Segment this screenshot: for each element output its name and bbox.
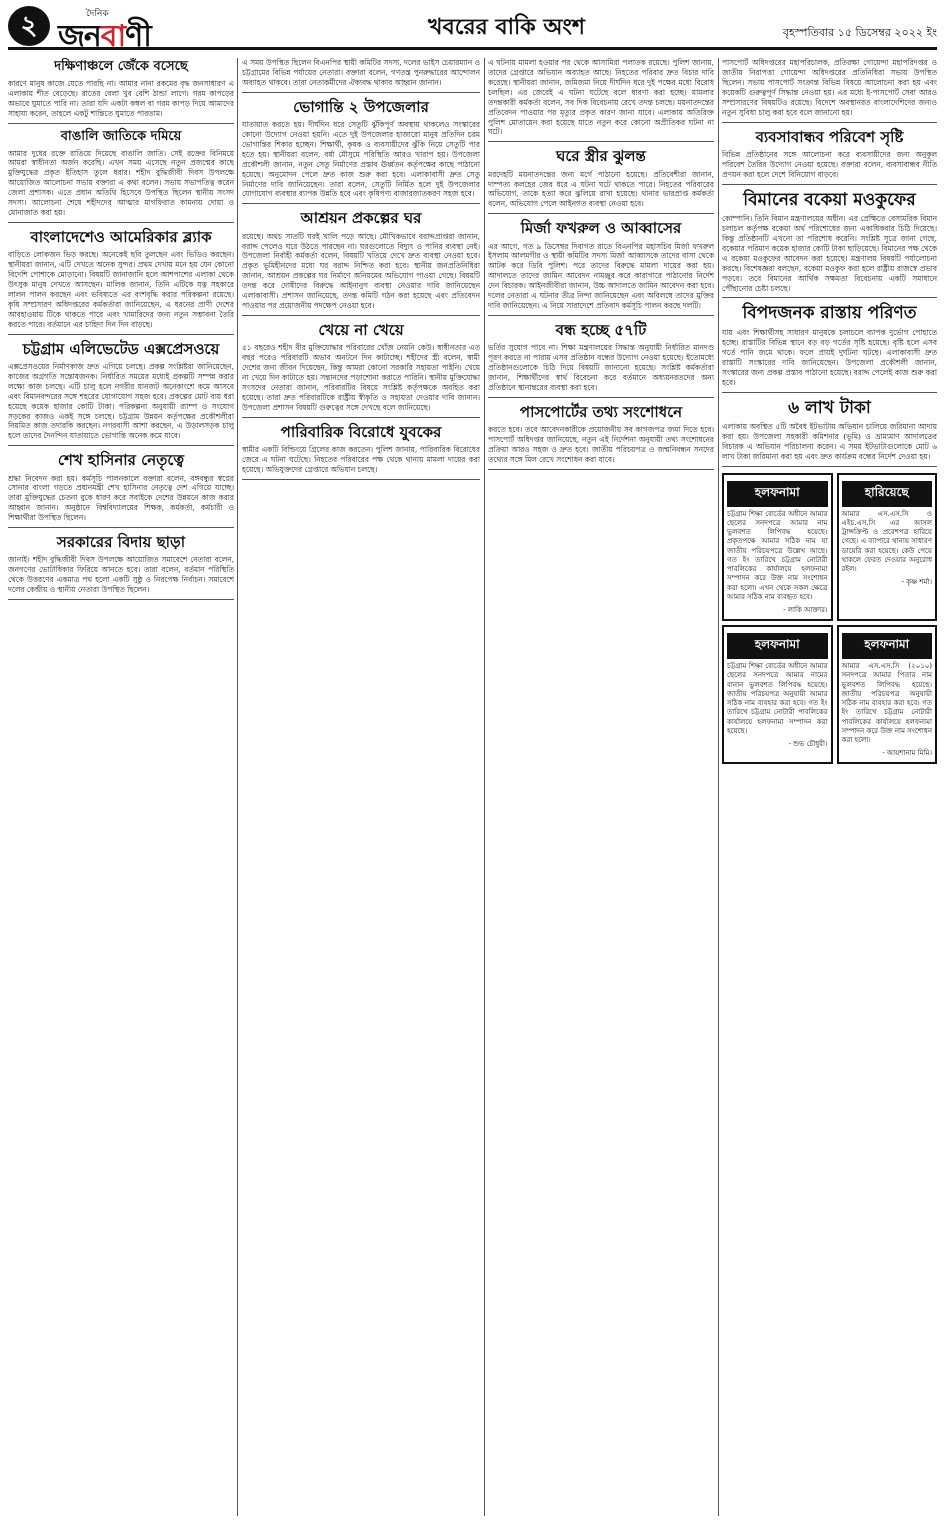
story-headline: ঘরে স্ত্রীর ঝুলন্ত (556, 147, 646, 166)
affidavit-notice-1 (722, 473, 833, 621)
affidavit-notice-2 (722, 625, 833, 764)
story-headline: বিমানের বকেয়া মওকুফের (743, 189, 916, 210)
column-divider (237, 58, 238, 1516)
story-headline: আশ্রয়ন প্রকল্পের ঘর (300, 209, 422, 228)
story-body: শ্রদ্ধা নিবেদন করা হয়। কর্মসূচি পালনকালে বক্তারা বলেন, বঙ্গবন্ধুর স্বপ্নের সোনার বাংলা গড়তে প্রধানমন্ত্রী শেখ হাসিনার নেতৃত্বে দেশ এগিয়ে যাচ্ছে। তারা মুক্তিযুদ্ধের চেতনা বুকে ধারণ করে সবাইকে দেশের উন্নয়নে কাজ করার আহ্বান জানান। অনুষ্ঠানে বিশ্ববিদ্যালয়ের শিক্ষক, কর্মকর্তা, কর্মচারী ও শিক্ষার্থীরা উপস্থিত ছিলেন। (8, 473, 234, 523)
brand-name-part-3: াণী (125, 19, 151, 54)
story-headline: ৬ লাখ টাকা (788, 397, 871, 418)
story-headline: পাসপোর্টের তথ্য সংশোধনে (519, 402, 683, 421)
story-body: এলাকায় অবস্থিত ৫টি অবৈধ ইটভাটায় অভিযান চালিয়ে জরিমানা আদায় করা হয়। উপজেলা সহকারী কমিশনার (ভূমি) ও ভ্রাম্যমাণ আদালতের বিচারক এ অভিযান পরিচালনা করেন। এ সময় ইটভাটাগুলোকে মোট ৬ লাখ টাকা জরিমানা করা হয় এবং দ্রুত কার্যক্রম বন্ধের নির্দেশ দেওয়া হয়। (722, 422, 937, 461)
story-headline: পারিবারিক বিরোধে যুবকের (280, 422, 442, 441)
story-body: পাসপোর্ট অধিদপ্তরের মহাপরিচালক, প্রতিরক্ষা গোয়েন্দা মহাপরিদপ্তর ও জাতীয় নিরাপত্তা গোয়েন্দা অধিদপ্তরের প্রতিনিধিরা সভায় উপস্থিত ছিলেন। সভায় পাসপোর্ট সংক্রান্ত বিভিন্ন বিষয়ে আলোচনা করা হয় এবং কয়েকটি গুরুত্বপূর্ণ সিদ্ধান্ত নেওয়া হয়। এর মধ্যে ই-পাসপোর্ট সেবা আরও সম্প্রসারণের বিষয়টিও রয়েছে। বিদেশে অবস্থানরত বাংলাদেশিদের জন্যও নতুন সুবিধা চালু করা হবে বলে জানানো হয়। (722, 58, 937, 117)
notice-body: চট্টগ্রাম শিক্ষা বোর্ডের অধীনে আমার ছেলের সনদপত্রে আমার নাম ভুলবশত লিপিবদ্ধ হয়েছে। প্রকৃতপক্ষে আমার সঠিক নাম যা জাতীয় পরিচয়পত্রে উল্লেখ আছে। গত ইং তারিখে চট্টগ্রাম নোটারী পাবলিকের কার্যালয়ে হলফনামা সম্পাদন করে উক্ত নাম সংশোধন করা হলো। এখন থেকে সকল ক্ষেত্রে আমার সঠিক নাম ব্যবহৃত হবে। (727, 509, 828, 601)
story-body: কারণে মানুষ কাজে যেতে পারছি না। আমার নানা রকমের বৃদ্ধ জনসাধারণ এ এলাকায় শীত বেড়েছে। রাতের বেলা খুব বেশি ঠান্ডা লাগে। গরম কাপড়ের অভাবে ঘুমাতে পারি না। তারা যদি একটা কম্বল বা গরম কাপড় দিয়ে আমাদের সাহায্য করেন, তাহলে একটু শান্তিতে ঘুমাতে পারতাম। (8, 78, 234, 118)
brand-daily: দৈনিক (86, 9, 109, 19)
column-3 (488, 58, 714, 1518)
story-body: ৫১ বছরেও শহীদ বীর মুক্তিযোদ্ধার পরিবারের খোঁজ নেয়নি কেউ। স্বাধীনতার এত বছর পরেও পরিবারটি অভাব অনটনে দিন কাটাচ্ছে। শহীদের স্ত্রী বলেন, স্বামী দেশের জন্য জীবন দিয়েছেন, কিন্তু আমরা কোনো সরকারি সহায়তা পাইনি। খেয়ে না খেয়ে দিন কাটাতে হয়। সন্তানদের পড়াশোনা করাতে পারিনি। স্থানীয় মুক্তিযোদ্ধা সংসদের নেতারা জানান, পরিবারটির বিষয়ে সংশ্লিষ্ট কর্তৃপক্ষকে অবহিত করা হয়েছে। তারা দ্রুত পরিবারটিকে রাষ্ট্রীয় স্বীকৃতি ও সহায়তা দেওয়ার দাবি জানান। উপজেলা প্রশাসন বিষয়টি গুরুত্বের সঙ্গে দেখছে বলে জানিয়েছে। (242, 343, 480, 412)
news-story (8, 341, 234, 447)
story-body: বাড়িতে লোকজন ভিড় করছে। অনেকেই ছবি তুলছেন এবং ভিডিও করছেন। স্থানীয়রা জানান, এটি দেখতে অনেক সুন্দর। প্রথম দেখায় মনে হয় যেন কোনো বিদেশি পোশাকে মোড়ানো। বিষয়টি জানাজানি হলে আশপাশের এলাকা থেকে উৎসুক মানুষ দেখতে আসছেন। মালিক জানান, তিনি এটিকে যত্ন সহকারে লালন পালন করছেন এবং ভবিষ্যতে এর বংশবৃদ্ধি করার পরিকল্পনা রয়েছে। কৃষি সম্প্রসারণ অধিদপ্তরের কর্মকর্তারা জানিয়েছেন, এ ধরনের প্রাণী দেশের আবহাওয়ায় টিকে থাকতে পারে এবং খামারিদের জন্য নতুন সম্ভাবনা তৈরি করতে পারে। বর্তমানে এর চাহিদা দিন দিন বাড়ছে। (8, 250, 234, 329)
notice-title: হলফনামা (727, 481, 828, 507)
news-story (8, 130, 234, 223)
story-body: এ সময় উপস্থিত ছিলেন বিএনপির স্থায়ী কমিটির সদস্য, দলের ভাইস চেয়ারম্যান ও চট্টগ্রামের বিভিন্ন পর্যায়ের নেতারা। বক্তারা বলেন, গণতন্ত্র পুনরুদ্ধারের আন্দোলন অব্যাহত থাকবে। তারা নেতাকর্মীদের ঐক্যবদ্ধ থাকার আহ্বান জানান। (242, 58, 480, 87)
story-body: বিভিন্ন প্রতিষ্ঠানের সঙ্গে আলোচনা করে ব্যবসায়ীদের জন্য অনুকূল পরিবেশ তৈরির উদ্যোগ নেওয়া হয়েছে। বক্তারা বলেন, ব্যবসাবান্ধব নীতি প্রণয়ন করা হলে দেশে বিনিয়োগ বাড়বে। (722, 149, 937, 179)
dateline: বৃহস্পতিবার ১৫ ডিসেম্বর ২০২২ ইং (782, 26, 937, 39)
notice-signature: - লাকি আক্তার। (783, 606, 828, 615)
news-story (242, 99, 480, 205)
column-4 (722, 58, 937, 1518)
story-headline: সরকারের বিদায় ছাড়া (56, 533, 186, 552)
notice-signature: - কৃষ্ণ শর্মা। (901, 578, 932, 587)
page-number: ২ (8, 6, 50, 46)
column-1 (8, 58, 234, 1518)
story-headline: চট্টগ্রাম এলিভেটেড এক্সপ্রেসওয়ে (22, 339, 220, 358)
story-body: যায় এবং শিক্ষার্থীসহ সাধারণ মানুষকে চলাচলে ব্যাপক দুর্ভোগ পোহাতে হচ্ছে। রাস্তাটির বিভিন্ন স্থানে বড় বড় গর্তের সৃষ্টি হয়েছে। বৃষ্টি হলে এসব গর্তে পানি জমে থাকে। ফলে প্রায়ই দুর্ঘটনা ঘটছে। এলাকাবাসী দ্রুত রাস্তাটি সংস্কারের দাবি জানিয়েছেন। উপজেলা প্রকৌশলী জানান, সংস্কারের জন্য প্রকল্প প্রস্তাব পাঠানো হয়েছে। বরাদ্দ পেলেই কাজ শুরু করা হবে। (722, 328, 937, 387)
newspaper-logo (58, 8, 151, 63)
brand-name-part-1: জন (58, 19, 101, 54)
news-story (722, 304, 937, 392)
story-headline: বাঙালি জাতিকে দমিয়ে (60, 128, 182, 144)
column-divider (484, 58, 485, 1516)
news-story (488, 404, 714, 470)
column-divider (718, 58, 719, 1516)
notice-title: হারিয়েছে (842, 481, 932, 507)
section-title: খবরের বাকি অংশ (428, 15, 585, 40)
news-story (488, 220, 714, 316)
news-story (722, 191, 937, 299)
notice-signature: - শুভ চৌধুরী। (788, 740, 828, 748)
classified-notices (722, 473, 937, 621)
masthead (8, 6, 937, 54)
story-body: জানাই। শহীদ বুদ্ধিজীবী দিবস উপলক্ষে আয়োজিত সমাবেশে নেতারা বলেন, জনগণের ভোটাধিকার ফিরিয়ে আনতে হবে। তারা বলেন, বর্তমান পরিস্থিতি থেকে উত্তরণের একমাত্র পথ হলো একটি সুষ্ঠু ও নিরপেক্ষ নির্বাচন। সমাবেশে দলের কেন্দ্রীয় ও স্থানীয় নেতারা উপস্থিত ছিলেন। (8, 555, 234, 595)
story-body: স্বামীর একটি বিল্ডিংয়ে গ্রিলের কাজ করতেন। পুলিশ জানায়, পারিবারিক বিরোধের জেরে এ ঘটনা ঘটেছে। নিহতের পরিবারের পক্ষ থেকে থানায় মামলা দায়ের করা হয়েছে। অভিযুক্তদের গ্রেপ্তারে অভিযান চলছে। (242, 444, 480, 474)
story-headline: মির্জা ফখরুল ও আব্বাসের (520, 219, 682, 238)
story-body: এ ঘটনায় মামলা হওয়ার পর থেকে আসামিরা পলাতক রয়েছে। পুলিশ জানায়, তাদের গ্রেপ্তারে অভিযান অব্যাহত আছে। নিহতের পরিবার দ্রুত বিচার দাবি করেছে। স্থানীয়রা জানান, জমিজমা নিয়ে দীর্ঘদিন ধরে দুই পক্ষের মধ্যে বিরোধ চলছিল। এর জেরেই এ ঘটনা ঘটেছে বলে ধারণা করা হচ্ছে। মামলার তদন্তকারী কর্মকর্তা বলেন, সব দিক বিবেচনায় রেখে তদন্ত চলছে। ময়নাতদন্তের প্রতিবেদন পাওয়ার পর মৃত্যুর প্রকৃত কারণ জানা যাবে। এলাকায় অতিরিক্ত পুলিশ মোতায়েন করা হয়েছে যাতে নতুন করে কোনো অপ্রীতিকর ঘটনা না ঘটে। (488, 58, 714, 137)
story-headline: বিপদজনক রাস্তায় পরিণত (742, 303, 917, 324)
classified-notices-2 (722, 625, 937, 764)
story-headline: বাংলাদেশেও আমেরিকার ব্ল্যাক (30, 228, 212, 247)
notice-body: আমার এস.এস.সি ও এইচ.এস.সি এর আসল ট্রান্সক্রিপ্ট ও প্রবেশপত্র হারিয়ে গেছে। এ ব্যাপারে থানায় সাধারণ ডায়েরি করা হয়েছে। কেউ পেয়ে থাকলে ফেরত দেওয়ার অনুরোধ রইল। (841, 509, 932, 574)
story-body: রয়েছে। অথচ সাতটি ঘরই খালি পড়ে আছে। মৌখিকভাবে বরাদ্দপ্রাপ্তরা জানান, বরাদ্দ পেলেও ঘরে উঠতে পারছেন না। ঘরগুলোতে বিদ্যুৎ ও পানির ব্যবস্থা নেই। উপজেলা নির্বাহী কর্মকর্তা বলেন, বিষয়টি খতিয়ে দেখে দ্রুত ব্যবস্থা নেওয়া হবে। প্রকৃত ভূমিহীনদের মধ্যে ঘর বরাদ্দ নিশ্চিত করা হবে। স্থানীয় জনপ্রতিনিধিরা জানান, আশ্রয়ন প্রকল্পের ঘর নির্মাণে অনিয়মের অভিযোগ পাওয়া গেছে। বিষয়টি তদন্ত করে দোষীদের বিরুদ্ধে আইনানুগ ব্যবস্থা নেওয়ার দাবি জানিয়েছেন এলাকাবাসী। প্রশাসন জানিয়েছে, তদন্ত কমিটি গঠন করা হয়েছে এবং প্রতিবেদন পাওয়ার পর প্রয়োজনীয় পদক্ষেপ নেওয়া হবে। (242, 231, 480, 311)
story-headline: ব্যবসাবান্ধব পরিবেশ সৃষ্টি (755, 127, 904, 146)
notice-body: আমার এস.এস.সি (২০১০) সনদপত্রে আমার পিতার নাম ভুলবশত লিপিবদ্ধ হয়েছে। জাতীয় পরিচয়পত্র অনুযায়ী সঠিক নাম ব্যবহার করা হবে। গত ইং তারিখে চট্টগ্রাম নোটারী পাবলিকের কার্যালয়ে হলফনামা সম্পাদন করে উক্ত নাম সংশোধন করা হলো। (841, 662, 932, 744)
news-story (242, 424, 480, 480)
story-body: এক্সপ্রেসওয়ের নির্মাণকাজ দ্রুত এগিয়ে চলছে। প্রকল্প সংশ্লিষ্টরা জানিয়েছেন, কাজের অগ্রগতি সন্তোষজনক। নির্ধারিত সময়ের মধ্যেই প্রকল্পটি সম্পন্ন করার লক্ষ্যে কাজ চলছে। এটি চালু হলে নগরীর যানজট অনেকাংশে কমে আসবে এবং বিমানবন্দরের সঙ্গে শহরের যোগাযোগ সহজ হবে। প্রকল্পের মোট ব্যয় ধরা হয়েছে কয়েক হাজার কোটি টাকা। পরিকল্পনা অনুযায়ী র‍্যাম্প ও সংযোগ সড়কের কাজও একই সঙ্গে চলছে। চট্টগ্রাম উন্নয়ন কর্তৃপক্ষের প্রকৌশলীরা নিয়মিত কাজ তদারকি করছেন। নগরবাসী আশা করছেন, এ উড়ালসড়ক চালু হলে তাদের দৈনন্দিন যাতায়াতে ভোগান্তি অনেক কমে যাবে। (8, 361, 234, 441)
news-story (722, 399, 937, 467)
notice-signature: - আয়শানাম মিমি। (882, 749, 932, 758)
news-story (488, 58, 714, 142)
affidavit-notice-3 (837, 625, 937, 764)
story-body: আমার দুধের রক্তে রাঙিয়ে দিয়েছে বাঙালি জাতি। সেই রক্তের বিনিময়ে আমরা স্বাধীনতা অর্জন করেছি। এখন সময় এসেছে নতুন প্রজন্মের কাছে মুক্তিযুদ্ধের প্রকৃত ইতিহাস তুলে ধরার। শহীদ বুদ্ধিজীবী দিবস উপলক্ষে আয়োজিত আলোচনা সভায় বক্তারা এ কথা বলেন। সভায় সভাপতিত্ব করেন জেলা প্রশাসক। এতে প্রধান অতিথি হিসেবে উপস্থিত ছিলেন স্থানীয় সংসদ সদস্য। আলোচনা শেষে শহীদদের আত্মার মাগফিরাত কামনায় দোয়া ও মোনাজাত করা হয়। (8, 148, 234, 218)
story-body: মরদেহটি ময়নাতদন্তের জন্য মর্গে পাঠানো হয়েছে। প্রতিবেশীরা জানান, দাম্পত্য কলহের জের ধরে এ ঘটনা ঘটে থাকতে পারে। নিহতের পরিবারের অভিযোগ, তাকে হত্যা করে ঝুলিয়ে রাখা হয়েছে। থানার ভারপ্রাপ্ত কর্মকর্তা বলেন, অভিযোগ পেলে আইনগত ব্যবস্থা নেওয়া হবে। (488, 169, 714, 209)
story-body: ভর্তির সুযোগ পাবে না। শিক্ষা মন্ত্রণালয়ের সিদ্ধান্ত অনুযায়ী নির্ধারিত মানদণ্ড পূরণ করতে না পারায় এসব প্রতিষ্ঠান বন্ধের উদ্যোগ নেওয়া হয়েছে। ইতোমধ্যে প্রতিষ্ঠানগুলোকে চিঠি দিয়ে বিষয়টি জানানো হয়েছে। সংশ্লিষ্ট কর্মকর্তারা জানান, শিক্ষার্থীদের স্বার্থ বিবেচনা করে বর্তমানে অধ্যয়নরতদের অন্য প্রতিষ্ঠানে স্থানান্তরের ব্যবস্থা করা হবে। (488, 343, 714, 392)
news-story (242, 322, 480, 418)
news-story (722, 129, 937, 185)
news-story (8, 534, 234, 600)
news-story (242, 210, 480, 316)
story-body: এর আগে, গত ৯ ডিসেম্বর দিবাগত রাতে বিএনপির মহাসচিব মির্জা ফখরুল ইসলাম আলমগীর ও স্থায়ী কমিটির সদস্য মির্জা আব্বাসকে তাদের বাসা থেকে আটক করে ডিবি পুলিশ। পরে তাদের বিরুদ্ধে মামলা দায়ের করা হয়। আদালতে তাদের জামিন আবেদন নামঞ্জুর করে কারাগারে পাঠানোর নির্দেশ দেন বিচারক। আইনজীবীরা জানান, উচ্চ আদালতে জামিন আবেদন করা হবে। দলের নেতারা এ ঘটনার তীব্র নিন্দা জানিয়েছেন এবং অবিলম্বে তাদের মুক্তির দাবি জানিয়েছেন। এ নিয়ে সারাদেশে প্রতিবাদ কর্মসূচি পালন করছে দলটি। (488, 241, 714, 311)
news-story (8, 60, 234, 124)
news-story (488, 322, 714, 398)
story-body: যাতায়াত করতে হয়। দীর্ঘদিন ধরে সেতুটি ঝুঁকিপূর্ণ অবস্থায় থাকলেও সংস্কারের কোনো উদ্যোগ নেওয়া হয়নি। এতে দুই উপজেলার হাজারো মানুষ প্রতিদিন চরম ভোগান্তির শিকার হচ্ছেন। শিক্ষার্থী, কৃষক ও ব্যবসায়ীদের ঝুঁকি নিয়ে সেতুটি পার হতে হয়। স্থানীয়রা বলেন, বর্ষা মৌসুমে পরিস্থিতি আরও খারাপ হয়। উপজেলা প্রকৌশলী জানান, নতুন সেতু নির্মাণের প্রস্তাব ঊর্ধ্বতন কর্তৃপক্ষের কাছে পাঠানো হয়েছে। অনুমোদন পেলে দ্রুত কাজ শুরু করা হবে। এলাকাবাসী দ্রুত সেতু নির্মাণের দাবি জানিয়েছেন। তারা বলেন, সেতুটি নির্মিত হলে দুই উপজেলার যোগাযোগ ব্যবস্থার ব্যাপক উন্নতি হবে এবং কৃষিপণ্য বাজারজাতকরণ সহজ হবে। (242, 120, 480, 199)
news-story (722, 58, 937, 123)
notice-title: হলফনামা (842, 633, 932, 659)
story-headline: বন্ধ হচ্ছে ৫৭টি (555, 321, 647, 340)
story-body: করতে হবে। তবে আবেদনকারীকে প্রয়োজনীয় সব কাগজপত্র জমা দিতে হবে। পাসপোর্ট অধিদপ্তর জানিয়েছে, নতুন এই নির্দেশনা অনুযায়ী তথ্য সংশোধনের প্রক্রিয়া আরও সহজ ও দ্রুত হবে। জাতীয় পরিচয়পত্র ও জন্মনিবন্ধন সনদের তথ্যের সঙ্গে মিল রেখে সংশোধন করা যাবে। (488, 425, 714, 464)
column-2 (242, 58, 480, 1518)
story-headline: শেখ হাসিনার নেতৃত্বে (57, 451, 185, 470)
notice-title: হলফনামা (727, 633, 828, 659)
news-story (242, 58, 480, 93)
story-headline: ভোগান্তি ২ উপজেলার (293, 97, 429, 116)
story-headline: দক্ষিণাঞ্চলে জেঁকে বসেছে (54, 59, 188, 74)
notice-body: চট্টগ্রাম শিক্ষা বোর্ডের অধীনে আমার ছেলের সনদপত্রে আমার নামের বানান ভুলবশত লিপিবদ্ধ হয়েছে। জাতীয় পরিচয়পত্র অনুযায়ী আমার সঠিক নাম ব্যবহার করা হবে। গত ইং তারিখে চট্টগ্রাম নোটারী পাবলিকের কার্যালয়ে হলফনামা সম্পাদন করা হয়েছে। (727, 662, 828, 735)
story-body: কোম্পানি। তিনি বিমান মন্ত্রণালয়ের অধীন। এর প্রেক্ষিতে বেসামরিক বিমান চলাচল কর্তৃপক্ষ বকেয়া অর্থ পরিশোধের জন্য একাধিকবার চিঠি দিয়েছে। কিন্তু প্রতিষ্ঠানটি এখনো তা পরিশোধ করেনি। সংশ্লিষ্ট সূত্রে জানা গেছে, বকেয়ার পরিমাণ কয়েক হাজার কোটি টাকা ছাড়িয়েছে। বিমানের পক্ষ থেকে এ বকেয়া মওকুফের আবেদন করা হয়েছে। মন্ত্রণালয় বিষয়টি পর্যালোচনা করছে। বিশেষজ্ঞরা বলছেন, বকেয়া মওকুফ করা হলে রাষ্ট্রীয় রাজস্বে প্রভাব পড়বে। তবে বিমানের আর্থিক সক্ষমতা বিবেচনায় একটি সমাধানে পৌঁছানোর চেষ্টা চলছে। (722, 214, 937, 293)
news-story (488, 148, 714, 214)
story-headline: খেয়ে না খেয়ে (318, 321, 404, 340)
news-story (8, 229, 234, 335)
lost-notice (837, 473, 937, 621)
brand-name-part-2: ব (100, 19, 126, 54)
news-story (8, 452, 234, 528)
